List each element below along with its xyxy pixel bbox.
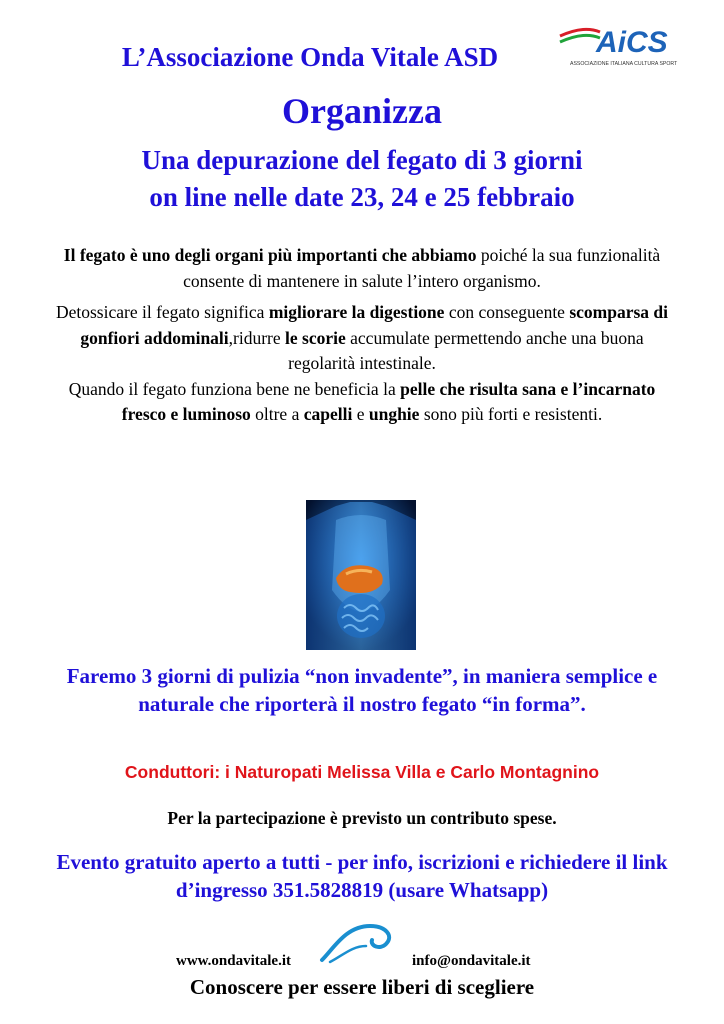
conductors-text: Conduttori: i Naturopati Melissa Villa e Carlo Montagnino [124, 762, 600, 782]
website-link[interactable]: www.ondavitale.it [176, 953, 292, 969]
event-title [40, 142, 684, 216]
svg-text:AiCS: AiCS [596, 26, 668, 59]
wave-logo-icon [320, 920, 404, 966]
aics-logo [556, 18, 678, 70]
description-text [48, 243, 676, 428]
paragraph-1: Il fegato è uno degli organi più importanti che abbiamo poiché la sua funzionalità consente di mantenere in salute l’intero organismo. [63, 245, 661, 291]
event-title-line-1: Una depurazione del fegato di 3 giorni [141, 145, 583, 175]
paragraph-2: Detossicare il fegato significa migliorare la digestione con conseguente scomparsa di gonfiori addominali,ridurre le scorie accumulate permettendo anche una buona regolarità intestinale. [55, 302, 669, 373]
slogan-text: Conoscere per essere liberi di scegliere [189, 975, 535, 999]
contribution-text: Per la partecipazione è previsto un contributo spese. [167, 808, 557, 828]
liver-illustration-image [306, 500, 416, 650]
event-info-text: Evento gratuito aperto a tutti - per info, iscrizioni e richiedere il link d’ingresso 351.5828819 (usare Whatsapp) [56, 850, 668, 902]
event-title-line-2: on line nelle date 23, 24 e 25 febbraio [149, 182, 575, 212]
association-title: L’Associazione Onda Vitale ASD [121, 42, 499, 72]
cleanse-description: Faremo 3 giorni di pulizia “non invadente”, in maniera semplice e naturale che riporterà il nostro fegato “in forma”. [66, 664, 658, 716]
aics-tagline: ASSOCIAZIONE ITALIANA CULTURA SPORT [570, 61, 678, 67]
organizza-heading: Organizza [282, 91, 442, 131]
email-link[interactable]: info@ondavitale.it [412, 953, 531, 969]
paragraph-3: Quando il fegato funziona bene ne beneficia la pelle che risulta sana e l’incarnato fresco e luminoso oltre a capelli e unghie sono più forti e resistenti. [68, 378, 656, 424]
